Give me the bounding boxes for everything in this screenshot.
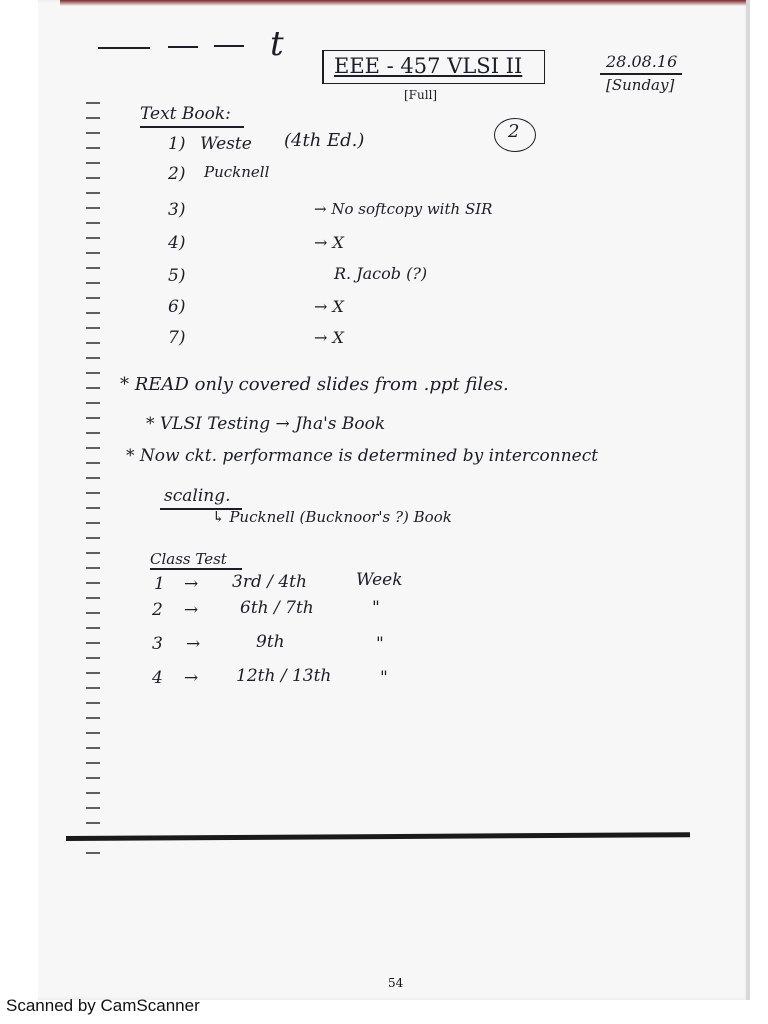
book-3-num: 3) [168,200,186,220]
class-test-underline [150,568,242,570]
date-underline [600,73,682,75]
ct-3-arrow: → [186,634,201,654]
course-title: EEE - 457 VLSI II [334,54,523,78]
book-7-num: 7) [168,328,186,348]
ct-2-suffix: " [372,598,380,618]
book-4-note: → X [314,233,344,252]
ct-3-suffix: " [376,634,384,654]
ct-3-num: 3 [152,634,163,654]
book-2-title: Pucknell [204,163,270,181]
ct-1-suffix: Week [356,570,403,590]
top-dash-3 [214,45,244,47]
book-6-num: 6) [168,297,186,317]
book-1-num: 1) [168,134,186,154]
margin-dashes [86,96,100,862]
book-5-num: 5) [168,266,186,286]
textbook-heading-underline [140,126,244,128]
circled-number: 2 [508,121,520,142]
note-read-slides: * READ only covered slides from .ppt files. [120,374,509,395]
ct-4-weeks: 12th / 13th [236,666,332,686]
book-1-note: (4th Ed.) [284,130,365,151]
ct-2-num: 2 [152,600,163,620]
note-performance-line1: * Now ckt. performance is determined by interconnect [126,446,599,466]
course-note: [Full] [404,88,438,102]
page-right-edge [746,0,750,1000]
class-test-heading: Class Test [150,550,227,568]
page-number: 54 [388,976,404,990]
ct-4-arrow: → [184,668,199,688]
notebook-page [38,0,750,1000]
book-2-num: 2) [168,164,186,184]
page-top-edge [60,0,750,6]
ct-2-arrow: → [184,600,199,620]
ct-1-weeks: 3rd / 4th [232,572,307,592]
date: 28.08.16 [606,52,678,71]
book-4-num: 4) [168,233,186,253]
book-3-note: → No softcopy with SIR [314,200,493,218]
margin-mark: t [270,24,284,64]
scanner-watermark: Scanned by CamScanner [6,996,200,1015]
ct-4-suffix: " [380,668,388,688]
textbook-heading: Text Book: [140,104,231,124]
ct-3-weeks: 9th [256,632,285,652]
book-7-note: → X [314,328,344,347]
note-vlsi-testing: * VLSI Testing → Jha's Book [146,414,386,434]
top-dash-1 [98,47,150,49]
note-performance-ref: ↳ Pucknell (Bucknoor's ?) Book [212,508,452,526]
ct-4-num: 4 [152,668,163,688]
day: [Sunday] [606,76,675,94]
ct-2-weeks: 6th / 7th [240,598,314,618]
ct-1-num: 1 [154,574,165,594]
book-1-title: Weste [200,134,252,154]
book-6-note: → X [314,297,344,316]
top-dash-2 [168,46,198,48]
ct-1-arrow: → [184,574,199,594]
book-5-note: R. Jacob (?) [334,264,428,283]
note-performance-line2: scaling. [164,486,231,506]
